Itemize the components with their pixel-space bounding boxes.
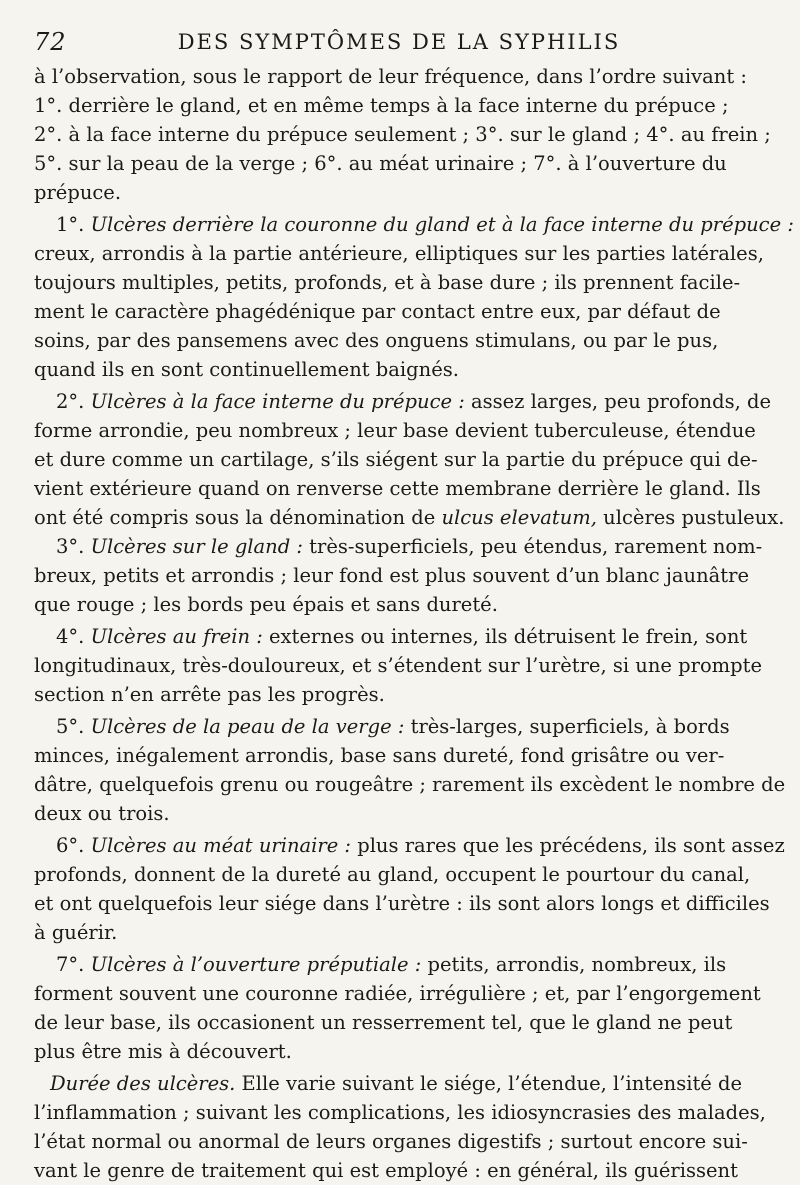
text-line: section n’en arrête pas les progrès. xyxy=(34,683,385,706)
page-number: 72 xyxy=(34,28,67,56)
line-tail: ulcères pustuleux. xyxy=(596,506,785,529)
line-lead: 6°. xyxy=(56,834,91,857)
text-line xyxy=(34,831,785,860)
text-line: vant le genre de traitement qui est employé : en général, ils guérissent xyxy=(34,1159,738,1182)
text-line: 1°. derrière le gland, et en même temps à la face interne du prépuce ; xyxy=(34,94,729,117)
text-line: longitudinaux, très-douloureux, et s’étendent sur l’urètre, si une prompte xyxy=(34,654,763,677)
text-line: l’état normal ou anormal de leurs organes digestifs ; surtout encore sui- xyxy=(34,1130,748,1153)
line-tail: Elle varie suivant le siége, l’étendue, l’intensité de xyxy=(235,1072,743,1095)
text-line: 2°. à la face interne du prépuce seulement ; 3°. sur le gland ; 4°. au frein ; xyxy=(34,123,771,146)
text-line: creux, arrondis à la partie antérieure, elliptiques sur les parties latérales, xyxy=(34,242,764,265)
italic-heading: ulcus elevatum, xyxy=(441,506,597,529)
line-tail: assez larges, peu profonds, de xyxy=(464,390,772,413)
italic-heading: Ulcères au frein : xyxy=(90,625,263,648)
line-tail: très-larges, superficiels, à bords xyxy=(404,715,730,738)
line-lead: 1°. xyxy=(56,213,91,236)
text-line: à l’observation, sous le rapport de leur fréquence, dans l’ordre suivant : xyxy=(34,65,747,88)
italic-heading: Ulcères au méat urinaire : xyxy=(90,834,352,857)
italic-heading: Durée des ulcères. xyxy=(50,1072,236,1095)
line-lead: 7°. xyxy=(56,953,91,976)
line-lead: 4°. xyxy=(56,625,91,648)
text-line: deux ou trois. xyxy=(34,802,170,825)
text-line: 5°. sur la peau de la verge ; 6°. au méat urinaire ; 7°. à l’ouverture du xyxy=(34,152,727,175)
line-tail: très-superficiels, peu étendus, rarement nom- xyxy=(302,535,763,558)
body-text xyxy=(34,62,794,1185)
line-tail: externes ou internes, ils détruisent le frein, sont xyxy=(262,625,748,648)
text-line: et dure comme un cartilage, s’ils siégent sur la partie du prépuce qui de- xyxy=(34,448,758,471)
text-line xyxy=(34,622,748,651)
line-lead: ont été compris sous la dénomination de xyxy=(34,506,442,529)
text-line: et ont quelquefois leur siége dans l’urètre : ils sont alors longs et difficiles xyxy=(34,892,770,915)
text-line: profonds, donnent de la dureté au gland, occupent le pourtour du canal, xyxy=(34,863,751,886)
italic-heading: Ulcères sur le gland : xyxy=(90,535,303,558)
line-tail: plus rares que les précédens, ils sont assez xyxy=(351,834,785,857)
text-line: breux, petits et arrondis ; leur fond est plus souvent d’un blanc jaunâtre xyxy=(34,564,749,587)
text-line xyxy=(34,1069,743,1098)
text-line: forme arrondie, peu nombreux ; leur base devient tuberculeuse, étendue xyxy=(34,419,756,442)
text-line xyxy=(34,532,763,561)
text-line xyxy=(34,503,785,532)
text-line xyxy=(34,950,727,979)
italic-heading: Ulcères de la peau de la verge : xyxy=(90,715,405,738)
text-line: de leur base, ils occasionent un resserrement tel, que le gland ne peut xyxy=(34,1011,733,1034)
line-tail: petits, arrondis, nombreux, ils xyxy=(421,953,727,976)
line-lead: 2°. xyxy=(56,390,91,413)
text-line: ment le caractère phagédénique par contact entre eux, par défaut de xyxy=(34,300,721,323)
text-line: l’inflammation ; suivant les complications, les idiosyncrasies des malades, xyxy=(34,1101,766,1124)
text-line: à guérir. xyxy=(34,921,118,944)
running-head: DES SYMPTÔMES DE LA SYPHILIS xyxy=(177,30,621,54)
line-lead: 3°. xyxy=(56,535,91,558)
text-line: dâtre, quelquefois grenu ou rougeâtre ; rarement ils excèdent le nombre de xyxy=(34,773,786,796)
text-line: vient extérieure quand on renverse cette membrane derrière le gland. Ils xyxy=(34,477,761,500)
text-line: toujours multiples, petits, profonds, et à base dure ; ils prennent facile- xyxy=(34,271,741,294)
text-line xyxy=(34,712,730,741)
italic-heading: Ulcères à la face interne du prépuce : xyxy=(90,390,465,413)
text-line: plus être mis à découvert. xyxy=(34,1040,292,1063)
italic-heading: Ulcères à l’ouverture préputiale : xyxy=(90,953,422,976)
page-header xyxy=(34,26,764,60)
text-line xyxy=(34,387,772,416)
text-line: forment souvent une couronne radiée, irrégulière ; et, par l’engorgement xyxy=(34,982,761,1005)
text-line: que rouge ; les bords peu épais et sans dureté. xyxy=(34,593,498,616)
text-line: prépuce. xyxy=(34,181,122,204)
italic-heading: Ulcères derrière la couronne du gland et à la face interne du prépuce : xyxy=(90,213,794,236)
text-line: quand ils en sont continuellement baignés. xyxy=(34,358,459,381)
text-line: soins, par des pansemens avec des onguens stimulans, ou par le pus, xyxy=(34,329,719,352)
text-line xyxy=(34,210,794,239)
line-lead: 5°. xyxy=(56,715,91,738)
text-line: minces, inégalement arrondis, base sans dureté, fond grisâtre ou ver- xyxy=(34,744,725,767)
